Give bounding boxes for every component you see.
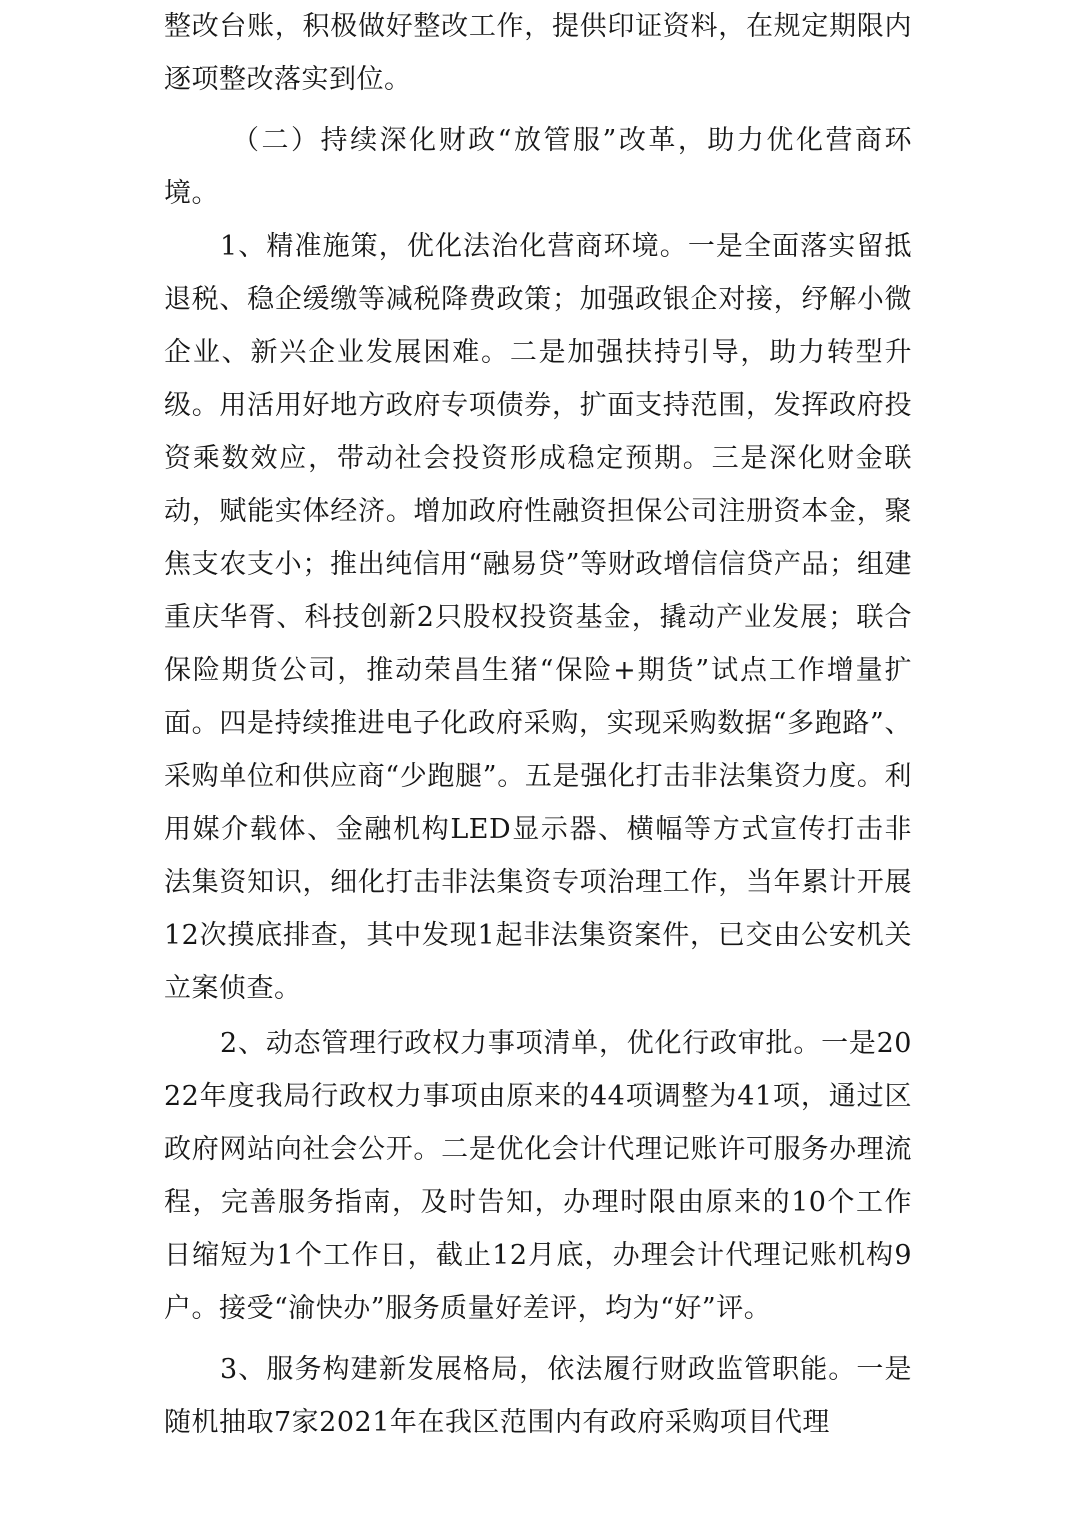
paragraph-continuation: 整改台账，积极做好整改工作，提供印证资料，在规定期限内逐项整改落实到位。 <box>164 11 912 95</box>
paragraph-item-2: 2、动态管理行政权力事项清单，优化行政审批。一是2022年度我局行政权力事项由原来的44项调整为41项，通过区政府网站向社会公开。二是优化会计代理记账许可服务办理流程，完善服务指南，及时告知，办理时限由原来的10个工作日缩短为1个工作日，截止12月底，办理会计代理记账机构9户。接受“渝快办”服务质量好差评，均为“好”评。 <box>164 1028 912 1324</box>
section-heading: （二）持续深化财政“放管服”改革，助力优化营商环境。 <box>164 125 912 209</box>
document-body <box>164 0 912 1449</box>
paragraph-item-3: 3、服务构建新发展格局，依法履行财政监管职能。一是随机抽取7家2021年在我区范围内有政府采购项目代理 <box>164 1354 912 1438</box>
paragraph-item-1: 1、精准施策，优化法治化营商环境。一是全面落实留抵退税、稳企缓缴等减税降费政策；加强政银企对接，纾解小微企业、新兴企业发展困难。二是加强扶持引导，助力转型升级。用活用好地方政府专项债券，扩面支持范围，发挥政府投资乘数效应，带动社会投资形成稳定预期。三是深化财金联动，赋能实体经济。增加政府性融资担保公司注册资本金，聚焦支农支小；推出纯信用“融易贷”等财政增信信贷产品；组建重庆华胥、科技创新2只股权投资基金，撬动产业发展；联合保险期货公司，推动荣昌生猪“保险+期货”试点工作增量扩面。四是持续推进电子化政府采购，实现采购数据“多跑路”、采购单位和供应商“少跑腿”。五是强化打击非法集资力度。利用媒介载体、金融机构LED显示器、横幅等方式宣传打击非法集资知识，细化打击非法集资专项治理工作，当年累计开展12次摸底排查，其中发现1起非法集资案件，已交由公安机关立案侦查。 <box>164 231 912 1004</box>
